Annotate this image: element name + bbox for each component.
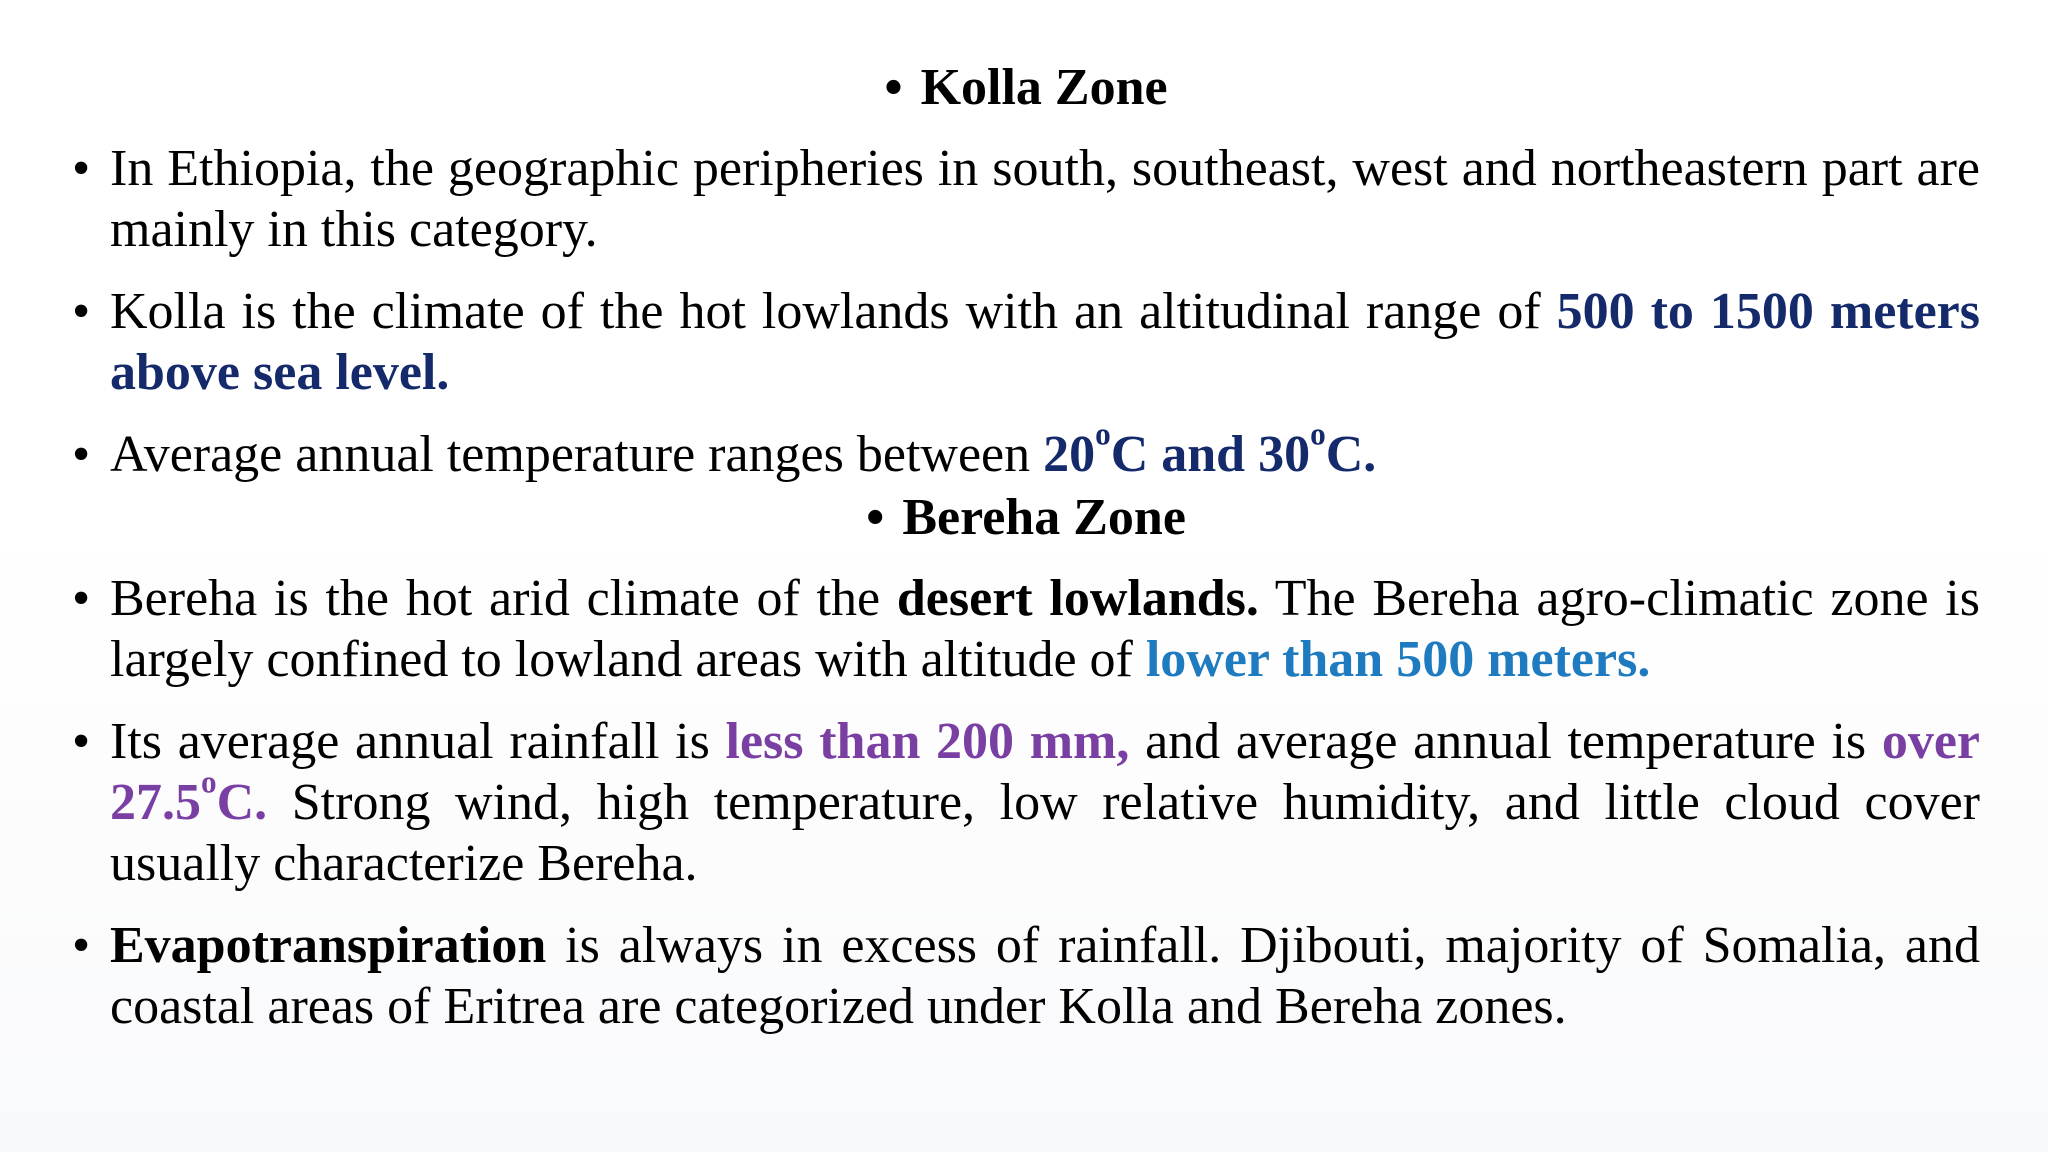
bullet-icon: •	[72, 283, 91, 340]
bereha-bullet-2-text: Its average annual rainfall is	[110, 713, 726, 770]
degree-sup: o	[1310, 416, 1326, 452]
kolla-bullet-3-text: Average annual temperature ranges between	[110, 426, 1044, 483]
bereha-bullet-1	[72, 568, 1980, 690]
kolla-zone-heading	[72, 58, 1980, 118]
slide-content	[72, 58, 1980, 1037]
bereha-zone-title: Bereha Zone	[902, 489, 1186, 546]
altitude-range-highlight: 500 to 1500 meters above sea level.	[110, 283, 1980, 401]
evapotranspiration-bold: Evapotranspiration	[110, 917, 547, 974]
altitude-limit-highlight: lower than 500 meters.	[1145, 631, 1651, 688]
desert-lowlands-bold: desert lowlands.	[896, 570, 1259, 627]
bullet-icon: •	[72, 140, 91, 197]
degree-sup: o	[201, 764, 217, 800]
bullet-icon: •	[866, 489, 885, 546]
kolla-bullet-3	[72, 416, 1980, 485]
bereha-bullet-2	[72, 711, 1980, 894]
kolla-bullet-1	[72, 138, 1980, 260]
kolla-zone-title: Kolla Zone	[920, 59, 1168, 116]
bereha-bullet-2-text-mid: and average annual temperature is	[1129, 713, 1882, 770]
kolla-bullet-1-text: In Ethiopia, the geographic peripheries in south, southeast, west and northeastern part are mainly in this category.	[110, 140, 1980, 258]
temp-value: over 27.5	[110, 713, 1980, 831]
bereha-bullet-3-text: is always in excess of rainfall. Djibouti, majority of Somalia, and coastal areas of Eritrea are categorized under Kolla and Bereha zones.	[110, 917, 1980, 1035]
bullet-icon: •	[72, 917, 91, 974]
bullet-icon: •	[72, 713, 91, 770]
temp-unit: C.	[216, 774, 268, 831]
rainfall-highlight: less than 200 mm,	[725, 713, 1130, 770]
bereha-bullet-1-text-after: The Bereha agro-climatic zone is largely confined to lowland areas with altitude of	[110, 570, 1980, 688]
degree-sup: o	[1095, 416, 1111, 452]
bullet-icon: •	[72, 426, 91, 483]
bereha-bullet-2-text-after: Strong wind, high temperature, low relative humidity, and little cloud cover usually characterize Bereha.	[110, 774, 1980, 892]
bereha-bullet-3	[72, 915, 1980, 1037]
temp-mid-text: C and 30	[1110, 426, 1311, 483]
bereha-zone-heading	[72, 488, 1980, 548]
bullet-icon: •	[884, 59, 903, 116]
temp-end-text: C.	[1325, 426, 1377, 483]
bullet-icon: •	[72, 570, 91, 627]
bereha-bullet-1-text: Bereha is the hot arid climate of the	[110, 570, 897, 627]
temp-low-value: 20	[1043, 426, 1096, 483]
kolla-bullet-2	[72, 281, 1980, 403]
kolla-bullet-2-text: Kolla is the climate of the hot lowlands with an altitudinal range of	[110, 283, 1557, 340]
temperature-range-highlight	[1043, 416, 1377, 483]
